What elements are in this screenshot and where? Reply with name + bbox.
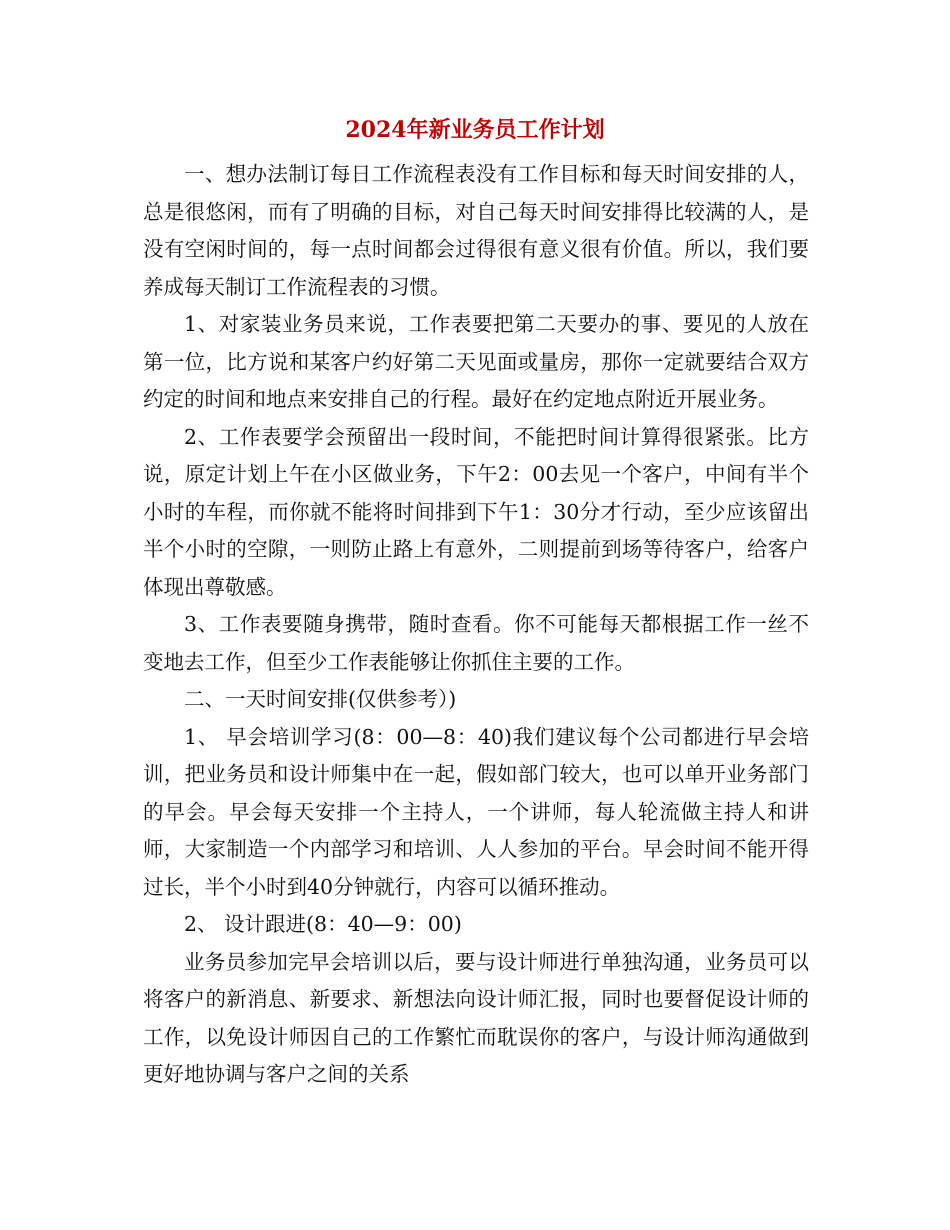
document-title: 2024年新业务员工作计划	[345, 117, 605, 143]
paragraph-point-2: 2、工作表要学会预留出一段时间，不能把时间计算得很紧张。比方说，原定计划上午在小区做业务，下午2：00去见一个客户，中间有半个小时的车程，而你就不能将时间排到下午1：30分才行动，至少应该留出半个小时的空隙，一则防止路上有意外，二则提前到场等待客户，给客户体现出尊敬感。	[143, 424, 809, 599]
section-heading-schedule: 二、一天时间安排(仅供参考）)	[184, 687, 457, 711]
paragraph-point-3: 3、工作表要随身携带，随时查看。你不可能每天都根据工作一丝不变地去工作，但至少工作表能够让你抓住主要的工作。	[143, 612, 809, 674]
document-body	[143, 156, 809, 1094]
paragraph-intro: 一、想办法制订每日工作流程表没有工作目标和每天时间安排的人，总是很悠闲，而有了明确的目标，对自己每天时间安排得比较满的人，是没有空闲时间的，每一点时间都会过得很有意义很有价值。所以，我们要养成每天制订工作流程表的习惯。	[143, 162, 809, 299]
paragraph-design-followup-heading: 2、 设计跟进(8：40—9：00)	[184, 912, 462, 936]
paragraph-morning-training: 1、 早会培训学习(8：00—8：40)我们建议每个公司都进行早会培训，把业务员和设计师集中在一起，假如部门较大，也可以单开业务部门的早会。早会每天安排一个主持人，一个讲师，每人轮流做主持人和讲师，大家制造一个内部学习和培训、人人参加的平台。早会时间不能开得过长，半个小时到40分钟就行，内容可以循环推动。	[143, 724, 809, 899]
paragraph-design-followup: 业务员参加完早会培训以后，要与设计师进行单独沟通，业务员可以将客户的新消息、新要求、新想法向设计师汇报，同时也要督促设计师的工作，以免设计师因自己的工作繁忙而耽误你的客户，与设计师沟通做到更好地协调与客户之间的关系	[143, 949, 809, 1086]
paragraph-point-1: 1、对家装业务员来说，工作表要把第二天要办的事、要见的人放在第一位，比方说和某客户约好第二天见面或量房，那你一定就要结合双方约定的时间和地点来安排自己的行程。最好在约定地点附近开展业务。	[143, 312, 809, 411]
